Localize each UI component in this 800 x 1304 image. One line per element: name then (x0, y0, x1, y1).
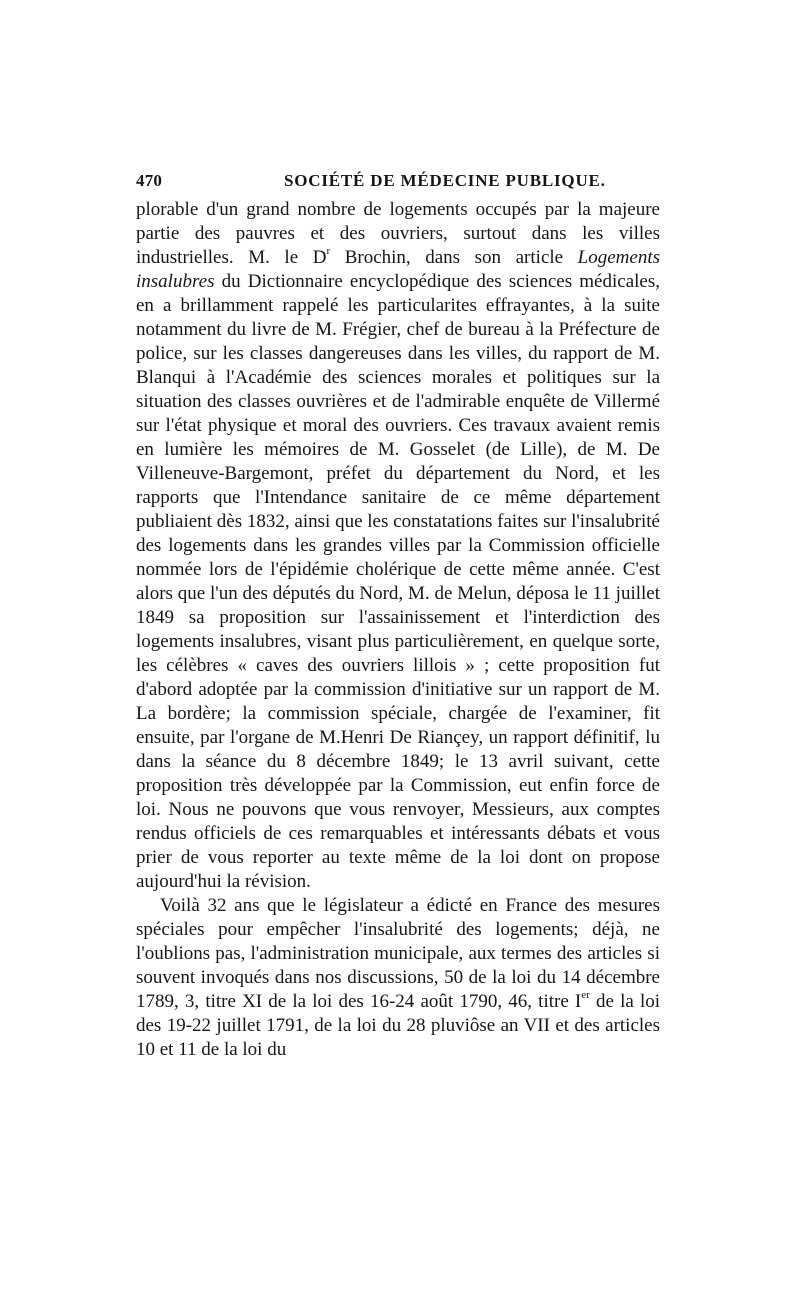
superscript-dr: r (326, 244, 331, 257)
paragraph-1-text-b: Brochin, dans son article (330, 247, 578, 268)
paragraph-1-text-a: plorable d'un grand nombre de logements occupés par la majeure partie des pauvres et des ouvriers, surtout dans les villes industrielles. M. le D (136, 199, 660, 268)
header-title: SOCIÉTÉ DE MÉDECINE PUBLIQUE. (284, 171, 606, 190)
running-header (136, 168, 660, 198)
italic-title: Logements insalubres (136, 247, 660, 292)
paragraph-2-text-b: de la loi des 19-22 juillet 1791, de la loi du 28 pluviôse an VII et des articles 10 et 11 de la loi du (136, 991, 661, 1060)
body-text (136, 198, 660, 1062)
book-page (136, 168, 660, 1062)
paragraph-1-text-c: du Dictionnaire encyclopédique des sciences médicales, en a brillamment rappelé les particularites effrayantes, à la suite notamment du livre de M. Frégier, chef de bureau à la Préfecture de police, sur les classes dangereuses dans les villes, du rapport de M. Blanqui à l'Académie des sciences morales et politiques sur la situation des classes ouvrières et de l'admirable enquête de Villermé sur l'état physique et moral des ouvriers. Ces travaux avaient remis en lumière les mémoires de M. Gosselet (de Lille), de M. De Villeneuve-Bargemont, préfet du département du Nord, et les rapports que l'Intendance sanitaire de ce même département publiaient dès 1832, ainsi que les constatations faites sur l'insalubrité des logements dans les grandes villes par la Commission officielle nommée lors de l'épidémie cholérique de cette même année. C'est alors que l'un des députés du Nord, M. de Melun, déposa le 11 juillet 1849 sa proposition sur l'assainissement et l'interdiction des logements insalubres, visant plus particulièrement, en quelque sorte, les célèbres « caves des ouvriers lillois » ; cette proposition fut d'abord adoptée par la commission d'initiative sur un rapport de M. La bordère; la commission spéciale, chargée de l'examiner, fit ensuite, par l'organe de M.Henri De Riançey, un rapport définitif, lu dans la séance du 8 décembre 1849; le 13 avril suivant, cette proposition très développée par la Commission, eut enfin force de loi. Nous ne pouvons que vous renvoyer, Messieurs, aux comptes rendus officiels de ces remarquables et intéressants débats et vous prier de vous reporter au texte même de la loi dont on propose aujourd'hui la révision. (136, 271, 660, 892)
paragraph-2-text-a: Voilà 32 ans que le législateur a édicté en France des mesures spéciales pour empêcher l'insalubrité des logements; déjà, ne l'oublions pas, l'administration municipale, aux termes des articles si souvent invoqués dans nos discussions, 50 de la loi du 14 décembre 1789, 3, titre XI de la loi des 16-24 août 1790, 46, titre I (136, 895, 660, 1012)
page-number: 470 (136, 171, 163, 190)
superscript-er: er (581, 988, 590, 1001)
paragraph-2 (136, 894, 660, 1062)
paragraph-1 (136, 198, 660, 894)
